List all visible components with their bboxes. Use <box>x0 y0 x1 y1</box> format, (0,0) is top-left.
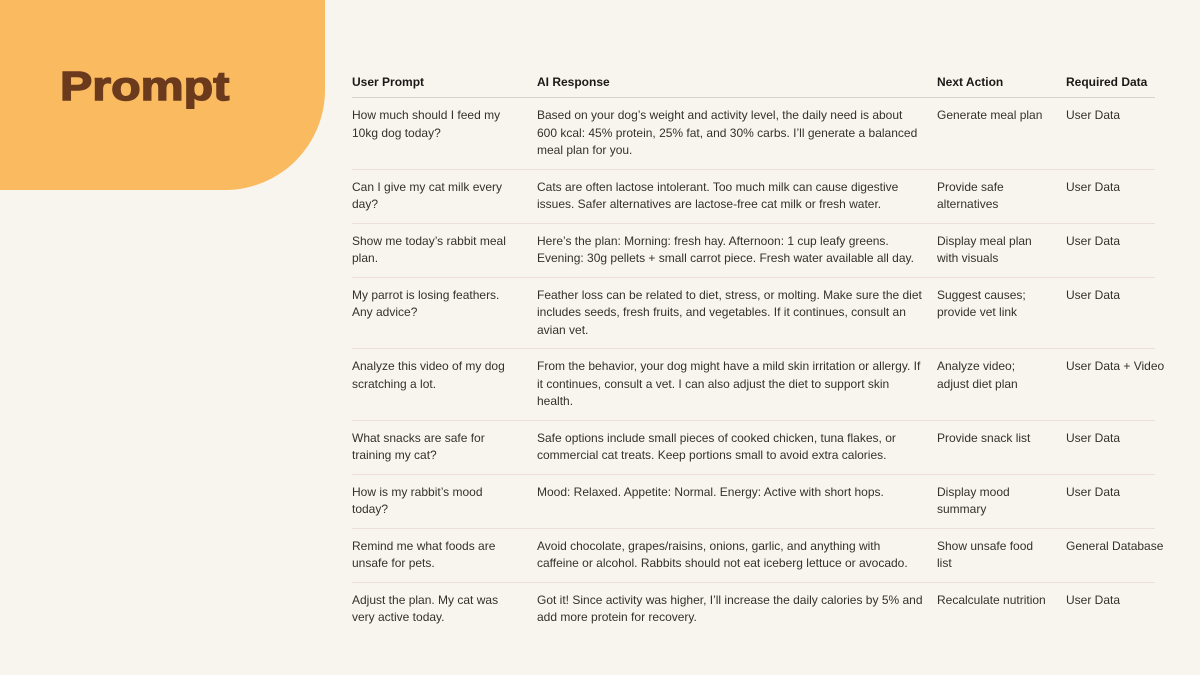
cell-required-data: User Data <box>1066 108 1121 122</box>
cell-next-action: Provide safe alternatives <box>937 179 1004 211</box>
table-row <box>352 278 1155 350</box>
cell-next-action: Display meal plan with visuals <box>937 233 1032 265</box>
table-row <box>352 421 1155 475</box>
column-header-ai-response: AI Response <box>537 75 610 89</box>
table-row <box>352 349 1165 421</box>
cell-required-data: User Data + Video <box>1066 359 1165 373</box>
cell-ai-response: Mood: Relaxed. Appetite: Normal. Energy: Active with short hops. <box>537 484 884 499</box>
cell-required-data: User Data <box>1066 484 1121 499</box>
cell-user-prompt: Can I give my cat milk every day? <box>352 179 503 211</box>
cell-required-data: User Data <box>1066 179 1121 194</box>
prompt-table <box>352 74 1165 636</box>
cell-ai-response: Avoid chocolate, grapes/raisins, onions, garlic, and anything with caffeine or alcohol. Rabbits should not eat iceberg lettuce or avocado. <box>537 538 908 570</box>
cell-user-prompt: Analyze this video of my dog scratching a lot. <box>352 359 505 391</box>
cell-required-data: User Data <box>1066 430 1121 445</box>
column-header-next-action: Next Action <box>937 75 1004 89</box>
cell-required-data: General Database <box>1066 538 1164 553</box>
cell-ai-response: Got it! Since activity was higher, I’ll increase the daily calories by 5% and add more protein for recovery. <box>537 592 923 624</box>
page-title: Prompt <box>60 63 230 109</box>
cell-next-action: Provide snack list <box>937 430 1031 445</box>
column-header-required-data: Required Data <box>1066 75 1148 89</box>
cell-ai-response: From the behavior, your dog might have a mild skin irritation or allergy. If it continues, consult a vet. I can also adjust the diet to support skin health. <box>537 359 921 408</box>
cell-user-prompt: How much should I feed my 10kg dog today? <box>352 108 501 140</box>
cell-next-action: Recalculate nutrition <box>937 592 1046 607</box>
cell-user-prompt: What snacks are safe for training my cat? <box>352 430 485 462</box>
cell-next-action: Suggest causes; provide vet link <box>937 287 1026 319</box>
cell-user-prompt: My parrot is losing feathers. Any advice? <box>352 287 500 319</box>
table-row <box>352 98 1155 170</box>
table-row <box>352 583 1155 636</box>
column-header-user-prompt: User Prompt <box>352 75 425 89</box>
table-row <box>352 170 1155 224</box>
cell-next-action: Show unsafe food list <box>937 538 1034 570</box>
cell-next-action: Display mood summary <box>937 484 1010 516</box>
table-header-row <box>352 74 1155 98</box>
table-row <box>352 224 1155 278</box>
cell-user-prompt: Show me today’s rabbit meal plan. <box>352 233 506 265</box>
cell-user-prompt: How is my rabbit’s mood today? <box>352 484 483 516</box>
cell-next-action: Generate meal plan <box>937 108 1043 122</box>
table-row <box>352 529 1164 583</box>
cell-ai-response: Feather loss can be related to diet, stress, or molting. Make sure the diet includes seeds, fresh fruits, and vegetables. If it continues, consult an avian vet. <box>537 287 922 337</box>
cell-ai-response: Based on your dog’s weight and activity level, the daily need is about 600 kcal: 45% protein, 25% fat, and 30% carbs. I’ll generate a balanced meal plan for you. <box>537 108 918 157</box>
table-body <box>352 98 1165 636</box>
cell-user-prompt: Remind me what foods are unsafe for pets. <box>352 538 496 570</box>
cell-ai-response: Safe options include small pieces of cooked chicken, tuna flakes, or commercial cat treats. Keep portions small to avoid extra calories. <box>537 430 896 462</box>
cell-required-data: User Data <box>1066 592 1121 607</box>
cell-user-prompt: Adjust the plan. My cat was very active today. <box>352 592 499 624</box>
cell-required-data: User Data <box>1066 287 1121 302</box>
cell-ai-response: Cats are often lactose intolerant. Too much milk can cause digestive issues. Safer alternatives are lactose-free cat milk or fresh water. <box>537 179 899 211</box>
cell-required-data: User Data <box>1066 233 1121 248</box>
cell-next-action: Analyze video; adjust diet plan <box>937 359 1018 391</box>
table-row <box>352 475 1155 529</box>
cell-ai-response: Here’s the plan: Morning: fresh hay. Afternoon: 1 cup leafy greens. Evening: 30g pellets + small carrot piece. Fresh water available all day. <box>537 233 914 265</box>
